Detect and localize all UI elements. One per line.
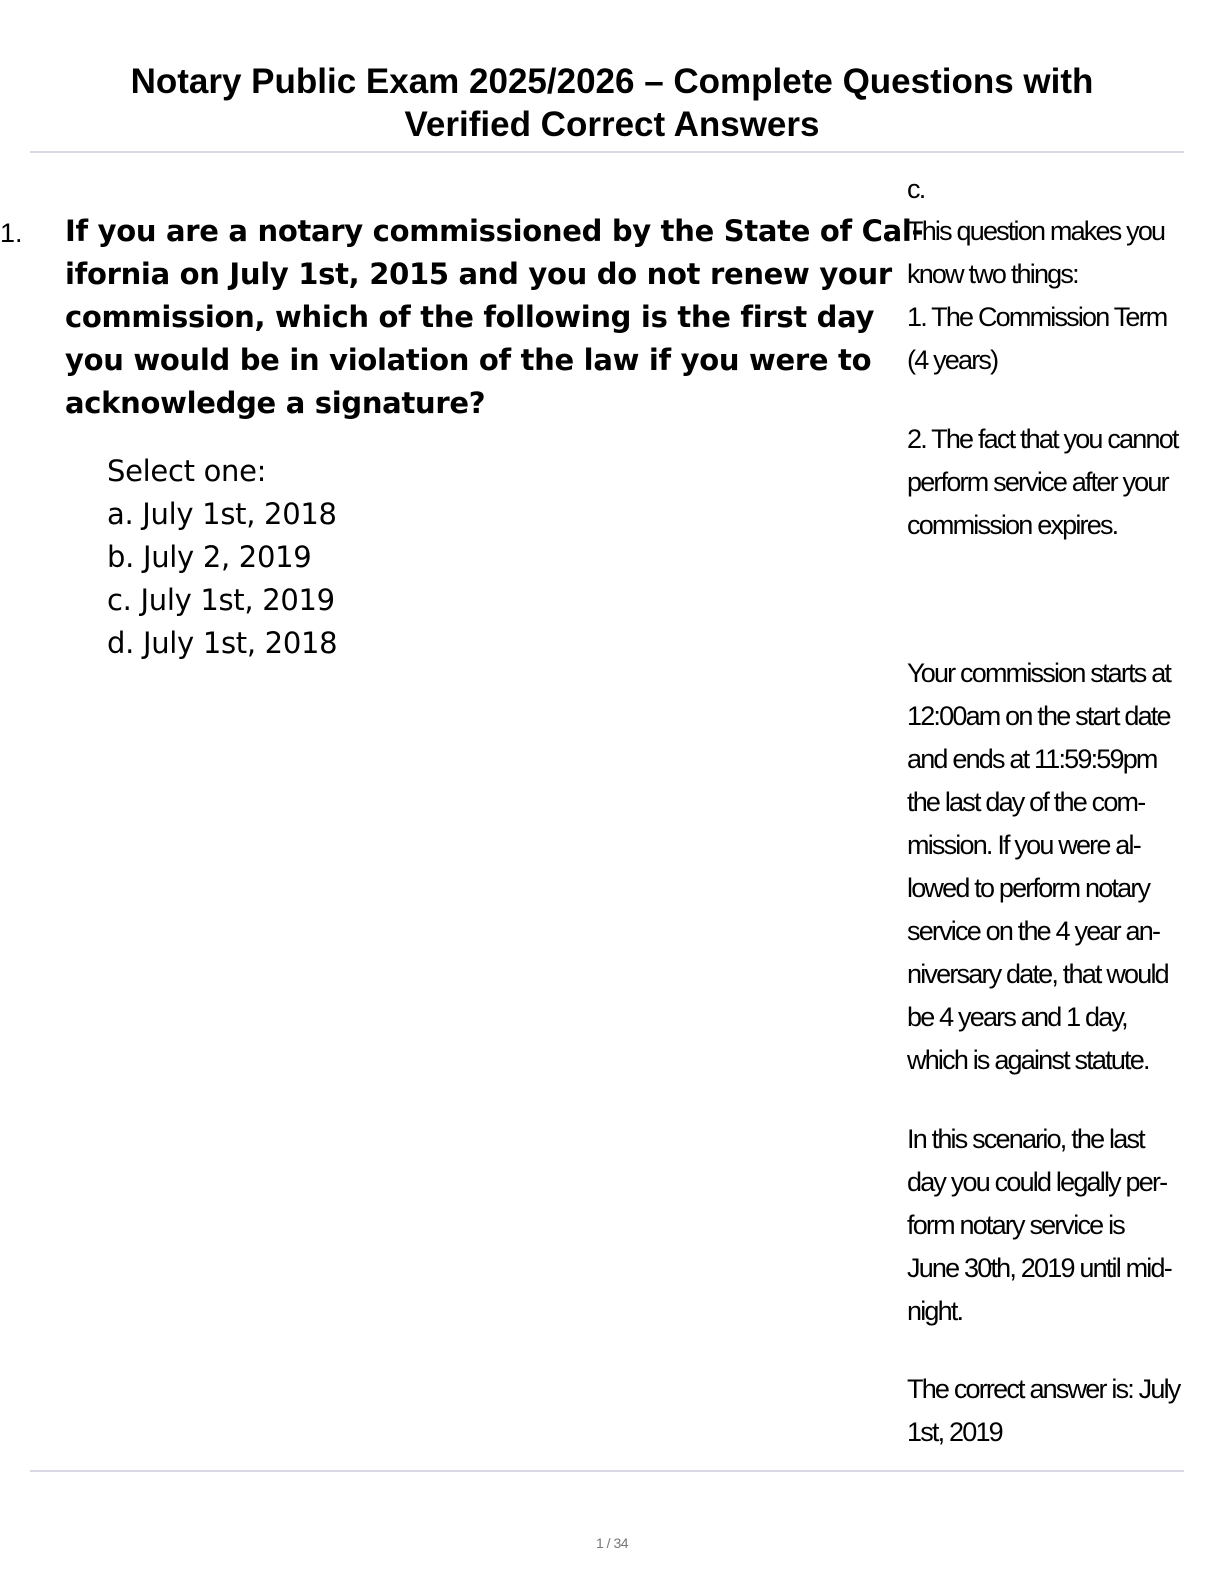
explanation-line: 12:00am on the start date [907,701,1170,731]
explanation-line: know two things: [907,259,1078,289]
document-title [30,60,1194,146]
question-line: you would be in violation of the law if you were to [65,343,872,377]
explanation-line: be 4 years and 1 day, [907,1002,1127,1032]
explanation-line: This question makes you [907,216,1165,246]
explanation-line: 2. The fact that you cannot [907,424,1178,454]
explanation-line: commission expires. [907,510,1118,540]
explanation-line: which is against statute. [907,1045,1149,1075]
correct-answer-statement [907,1368,1187,1454]
question-text [65,210,924,425]
footer-divider [30,1470,1184,1472]
answer-options [107,450,337,665]
title-line: Notary Public Exam 2025/2026 – Complete Questions with [130,62,1094,101]
explanation-line: and ends at 11:59:59pm [907,744,1157,774]
question-line: If you are a notary commissioned by the State of Cal- [65,214,924,248]
explanation-line: 1. The Commission Term [907,302,1167,332]
explanation-line: mission. If you were al- [907,830,1140,860]
question-line: ifornia on July 1st, 2015 and you do not renew your [65,257,892,291]
explanation-line: (4 years) [907,345,998,375]
explanation-line: the last day of the com- [907,787,1145,817]
explanation-line: In this scenario, the last [907,1124,1144,1154]
explanation-paragraph-4 [907,1118,1187,1333]
option-d: d. July 1st, 2018 [107,626,338,660]
option-a: a. July 1st, 2018 [107,497,337,531]
question-number: 1. [0,218,23,248]
explanation-paragraph-2 [907,418,1187,547]
explanation-line: 1st, 2019 [907,1417,1002,1447]
answer-key-letter: c. [907,174,925,204]
explanation-line: service on the 4 year an- [907,916,1160,946]
explanation-line: day you could legally per- [907,1167,1167,1197]
option-c: c. July 1st, 2019 [107,583,335,617]
explanation-line: form notary service is [907,1210,1124,1240]
title-line: Verified Correct Answers [404,105,820,144]
question-line: commission, which of the following is the first day [65,300,875,334]
option-b: b. July 2, 2019 [107,540,312,574]
select-prompt: Select one: [107,454,267,488]
explanation-line: perform service after your [907,467,1168,497]
explanation-line: The correct answer is: July [907,1374,1180,1404]
explanation-line: June 30th, 2019 until mid- [907,1253,1171,1283]
explanation-line: night. [907,1296,963,1326]
question-line: acknowledge a signature? [65,386,486,420]
header-divider [30,151,1184,153]
explanation-line: Your commission starts at [907,658,1171,688]
page-number: 1 / 34 [595,1535,629,1551]
explanation-paragraph-1 [907,210,1187,382]
explanation-line: niversary date, that would [907,959,1168,989]
answer-key [907,168,1187,211]
explanation-paragraph-3 [907,652,1187,1082]
explanation-line: lowed to perform notary [907,873,1150,903]
